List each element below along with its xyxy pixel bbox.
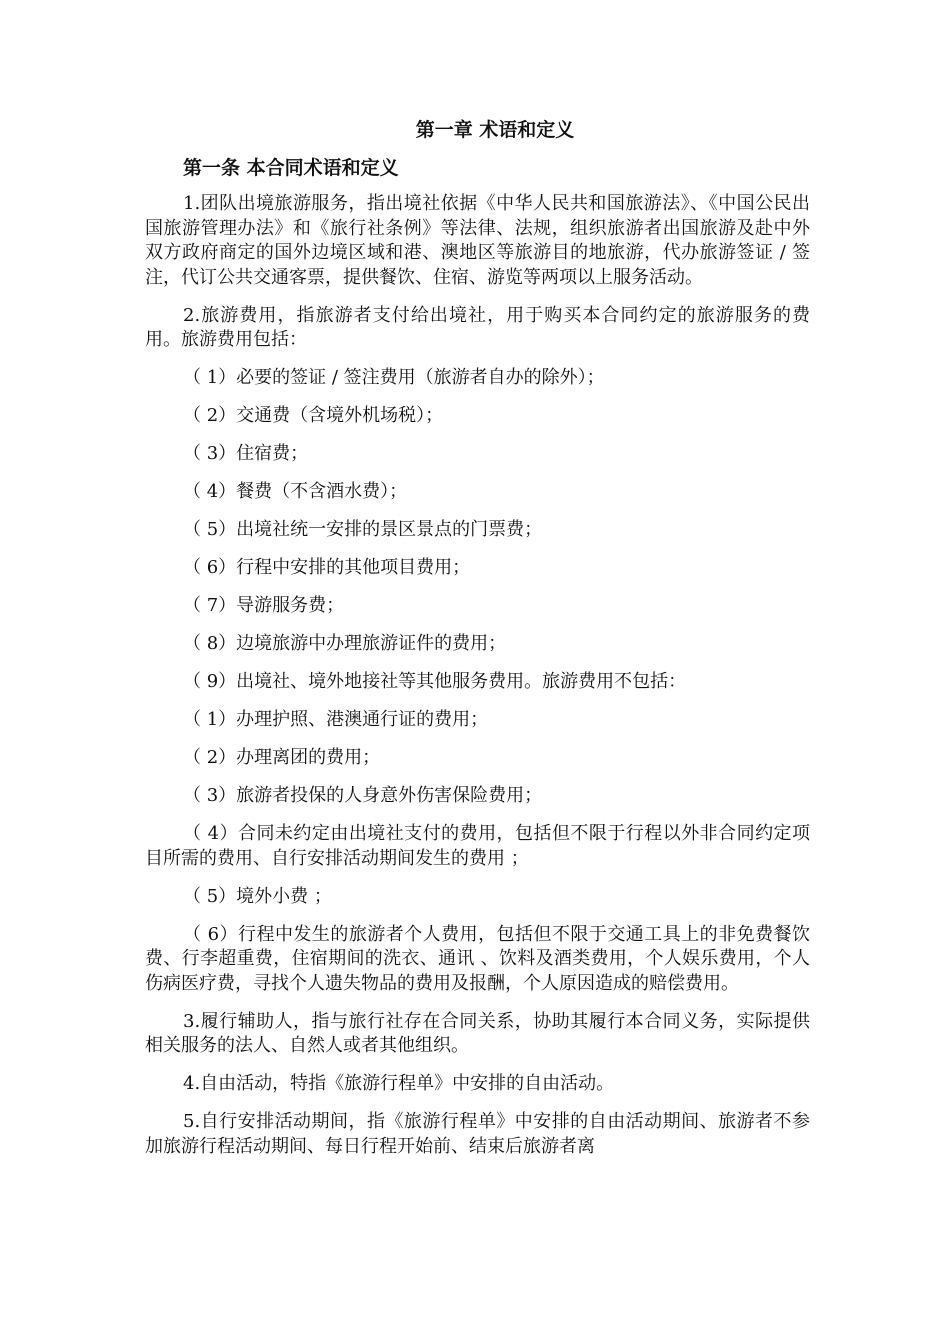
list-item: （ 7）导游服务费；	[183, 595, 345, 616]
paragraph: 1.团队出境旅游服务，指出境社依据《中华人民共和国旅游法》、《中国公民出国旅游管理办法》和《旅行社条例》等法律、法规，组织旅游者出国旅游及赴中外双方政府商定的国外边境区域和港、澳地区等旅游目的地旅游，代办旅游签证 / 签注，代订公共交通客票，提供餐饮、住宿、游览等两项以上服务活动。	[145, 193, 810, 288]
list-item: （ 6）行程中安排的其他项目费用；	[183, 557, 471, 578]
list-item: （ 5）境外小费 ；	[183, 885, 332, 907]
list-item: （ 8）边境旅游中办理旅游证件的费用；	[183, 633, 507, 654]
list-item: （ 2）交通费（含境外机场税）；	[183, 405, 444, 426]
paragraph: 5.自行安排活动期间，指《旅游行程单》中安排的自由活动期间、旅游者不参加旅游行程活动期间、每日行程开始前、结束后旅游者离	[145, 1111, 810, 1157]
list-item: （ 3）住宿费；	[183, 443, 309, 464]
chapter-title: 第一章 术语和定义	[415, 119, 575, 141]
list-item: （ 5）出境社统一安排的景区景点的门票费；	[183, 519, 543, 540]
list-item: （ 4）合同未约定由出境社支付的费用，包括但不限于行程以外非合同约定项目所需的费用、自行安排活动期间发生的费用 ；	[145, 823, 810, 869]
article-title: 第一条 本合同术语和定义	[183, 157, 399, 179]
paragraph: 3.履行辅助人，指与旅行社存在合同关系，协助其履行本合同义务，实际提供相关服务的法人、自然人或者其他组织。	[145, 1010, 810, 1056]
list-item: （ 3）旅游者投保的人身意外伤害保险费用；	[183, 785, 543, 806]
list-item: （ 9）出境社、境外地接社等其他服务费用。旅游费用不包括：	[183, 671, 687, 692]
paragraph: 4.自由活动，特指《旅游行程单》中安排的自由活动。	[183, 1073, 615, 1094]
list-item: （ 6）行程中发生的旅游者个人费用，包括但不限于交通工具上的非免费餐饮费、行李超重费，住宿期间的洗衣、通讯 、饮料及酒类费用，个人娱乐费用，个人伤病医疗费，寻找个人遗失物品的费用及报酬，个人原因造成的赔偿费用。	[145, 923, 810, 994]
paragraph: 2.旅游费用，指旅游者支付给出境社，用于购买本合同约定的旅游服务的费用。旅游费用包括：	[145, 304, 810, 350]
list-item: （ 2）办理离团的费用；	[183, 747, 381, 768]
list-item: （ 4）餐费（不含酒水费）；	[183, 481, 408, 502]
list-item: （ 1）办理护照、港澳通行证的费用；	[183, 709, 489, 730]
list-item: （ 1）必要的签证 / 签注费用（旅游者自办的除外）；	[183, 367, 605, 388]
document-body	[145, 192, 810, 1173]
